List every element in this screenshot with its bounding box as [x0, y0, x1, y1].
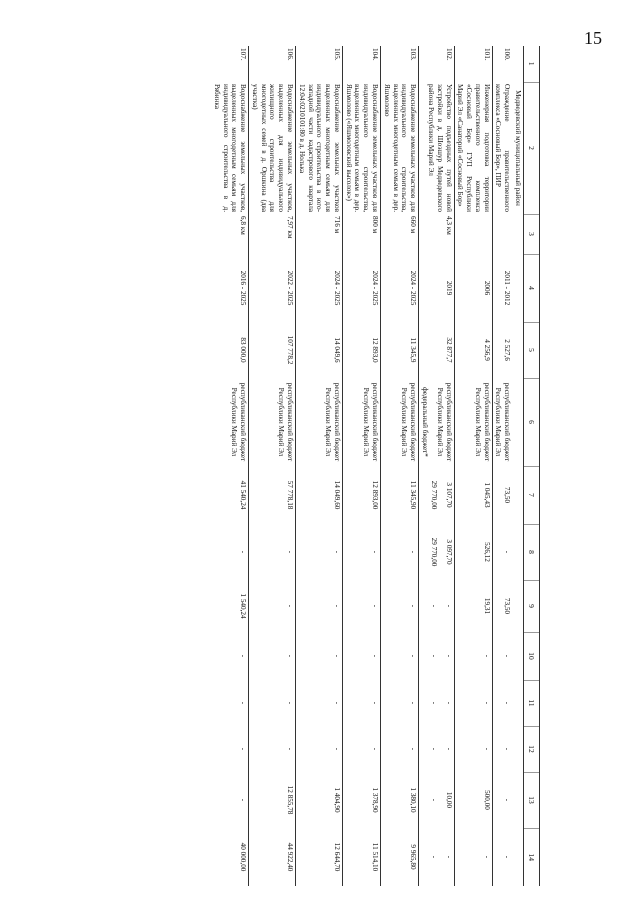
estimated-cost: 4 256,9 [454, 322, 492, 378]
period: 2016 - 2025 [239, 270, 248, 306]
header-row [524, 46, 540, 886]
value: 3 097,70 [444, 539, 453, 565]
value-cell: 73,50 [492, 580, 512, 632]
page-number: 15 [584, 28, 602, 48]
rotated-table-sheet [110, 46, 540, 886]
value-cell: 526,12 [454, 524, 492, 580]
value-cell: - [239, 701, 248, 705]
value-cell: 1 540,24 [239, 593, 248, 619]
period: 2024 - 2025 [342, 254, 380, 322]
total-value-cell [419, 466, 454, 524]
table-row [211, 46, 249, 886]
funding-source-federal: федеральный бюджет* [420, 387, 429, 457]
period: 2022 - 2025 [249, 254, 296, 322]
value-cell: - [249, 680, 296, 726]
value-cell: 12 644,70 [296, 828, 343, 886]
value-cell: - [249, 524, 296, 580]
col-header: 10 [524, 632, 540, 680]
col-header: 13 [524, 772, 540, 828]
row-number: 104. [342, 46, 380, 82]
value-cell: 1 380,10 [381, 772, 419, 828]
value-federal: - [429, 798, 438, 802]
value-cell: - [381, 632, 419, 680]
value-cell: - [492, 680, 512, 726]
value-cell: - [381, 580, 419, 632]
value-cell: - [492, 726, 512, 772]
value-cell: - [492, 524, 512, 580]
value-cell [419, 726, 454, 772]
value-cell: - [381, 680, 419, 726]
funding-source: республиканский бюджет Республики Марий Эл [249, 378, 296, 466]
col-header: 1 [524, 46, 540, 82]
total-value-federal: 29 770,00 [429, 480, 438, 510]
capacity: 800 м [342, 214, 380, 254]
value-federal: - [429, 747, 438, 751]
value-cell: 1 404,90 [296, 772, 343, 828]
col-header: 8 [524, 524, 540, 580]
funding-source: республиканский бюджет Республики Марий Эл [454, 378, 492, 466]
period: 2011 - 2012 [492, 254, 512, 322]
funding-source: республиканский бюджет Республики Марий Эл [492, 378, 512, 466]
col-header: 11 [524, 680, 540, 726]
row-number: 102. [419, 46, 454, 82]
value-cell: 44 922,40 [249, 828, 296, 886]
value: - [444, 747, 453, 751]
estimated-cost: 107 778,2 [249, 322, 296, 378]
object-name: Ограждение правительственного комплекса «Сосновый Бор», ПИР [492, 82, 512, 214]
row-number: 106. [249, 46, 296, 82]
period: 2024 - 2025 [381, 254, 419, 322]
value-cell: - [342, 680, 380, 726]
value-cell: - [492, 828, 512, 886]
table-row [296, 46, 343, 886]
value-cell: - [454, 726, 492, 772]
table-row [492, 46, 512, 886]
table-row [381, 46, 419, 886]
capacity: 7,97 км [249, 214, 296, 254]
estimated-cost: 2 527,6 [492, 322, 512, 378]
value-cell: 1 378,90 [342, 772, 380, 828]
total-value: 14 049,60 [296, 466, 343, 524]
value-cell: 9 965,80 [381, 828, 419, 886]
value-cell: - [249, 726, 296, 772]
col-header: 14 [524, 828, 540, 886]
value-cell: - [239, 798, 248, 802]
col-header: 2 [524, 82, 540, 214]
funding-source: республиканский бюджет Республики Марий Эл [381, 378, 419, 466]
value-cell: - [296, 524, 343, 580]
total-value: 1 045,43 [454, 466, 492, 524]
total-value: 12 893,00 [342, 466, 380, 524]
value-federal: - [429, 654, 438, 658]
funding-source: республиканский бюджет Республики Марий Эл [435, 382, 453, 462]
value-cell [419, 828, 454, 886]
col-header: 6 [524, 378, 540, 466]
value-federal: - [429, 701, 438, 705]
value-cell: - [249, 580, 296, 632]
value-cell: 500,00 [454, 772, 492, 828]
col-header: 9 [524, 580, 540, 632]
object-name: Устройство подъездных путей новой застройки в д. Шоэшур Медведевского района Республики Марий Эл [419, 82, 454, 214]
value-cell [419, 772, 454, 828]
table-row [419, 46, 454, 886]
value-cell: - [492, 772, 512, 828]
value-cell: - [381, 726, 419, 772]
value-federal: - [429, 604, 438, 608]
value-cell: - [454, 632, 492, 680]
total-value: 3 107,70 [444, 482, 453, 508]
value-cell: - [342, 580, 380, 632]
value-cell: - [492, 632, 512, 680]
value-cell: - [239, 747, 248, 751]
funding-source: республиканский бюджет Республики Марий Эл [296, 378, 343, 466]
capacity: 660 м [381, 214, 419, 254]
value-cell: - [342, 632, 380, 680]
col-header: 4 [524, 254, 540, 322]
total-value: 11 345,90 [381, 466, 419, 524]
value-cell: - [381, 524, 419, 580]
object-name: Инженерная подготовка территории правительственного комплекса «Сосновый Бор» ГУП Республики Марий Эл «Санаторий «Сосновый Бор» [454, 82, 492, 214]
value-cell: 12 855,78 [249, 772, 296, 828]
table-row [342, 46, 380, 886]
value-cell [419, 680, 454, 726]
total-value: 57 778,18 [249, 466, 296, 524]
period: 2019 [419, 254, 454, 322]
row-number: 101. [454, 46, 492, 82]
value-cell [419, 632, 454, 680]
value-federal: 29 770,00 [429, 537, 438, 567]
value-cell: - [454, 828, 492, 886]
section-title: Медведевский муниципальный район [514, 90, 522, 206]
col-header: 7 [524, 466, 540, 524]
value-cell: 19,31 [454, 580, 492, 632]
estimated-cost: 32 877,7 [419, 322, 454, 378]
value-cell: - [296, 726, 343, 772]
value-cell: - [239, 550, 248, 554]
value-cell [419, 524, 454, 580]
row-number: 103. [381, 46, 419, 82]
capacity: 6,8 км [239, 216, 248, 235]
program-table [211, 46, 540, 886]
table-row [454, 46, 492, 886]
col-header: 12 [524, 726, 540, 772]
capacity [454, 214, 492, 254]
value-cell: - [342, 726, 380, 772]
value-cell: - [296, 680, 343, 726]
row-number: 105. [296, 46, 343, 82]
row-number: 107. [239, 48, 248, 61]
period: 2024 - 2025 [296, 254, 343, 322]
period: 2006 [454, 254, 492, 322]
estimated-cost: 14 049,6 [296, 322, 343, 378]
section-row [512, 46, 523, 886]
value: 10,00 [444, 791, 453, 809]
value-cell: - [239, 654, 248, 658]
total-value: 73,50 [492, 466, 512, 524]
funding-source: республиканский бюджет Республики Марий Эл [342, 378, 380, 466]
value-cell: - [454, 680, 492, 726]
object-name: Водоснабжение земельных участков, выделенных многодетным семьям для индивидуального строительства в д. Рябинка [212, 84, 248, 212]
value-cell: - [249, 632, 296, 680]
value-cell [419, 580, 454, 632]
table-row [249, 46, 296, 886]
capacity [492, 214, 512, 254]
estimated-cost: 12 893,0 [342, 322, 380, 378]
value-cell: 11 514,10 [342, 828, 380, 886]
object-name: Водоснабжение земельных участков выделенных многодетным семьям для индивидуального строительства в юго-западной части кадастрового квартала 12:04:0210101:80 в д. Нолька [296, 82, 343, 214]
capacity: 4,3 км [419, 214, 454, 254]
col-header: 3 [524, 214, 540, 254]
estimated-cost: 83 000,0 [239, 337, 248, 363]
value: - [444, 701, 453, 705]
estimated-cost: 11 345,9 [381, 322, 419, 378]
value: - [444, 604, 453, 608]
object-name: Водоснабжение земельных участков для индивидуального строительства, выделенных многодетным семьям в дер. Яшмолово («Яшмоловский высолок») [342, 82, 380, 214]
value: - [444, 855, 453, 859]
value-cell: - [296, 580, 343, 632]
funding-source: республиканский бюджет Республики Марий Эл [230, 382, 248, 462]
funding-source-cell [419, 378, 454, 466]
capacity: 716 м [296, 214, 343, 254]
value-cell: - [296, 632, 343, 680]
value-federal: - [429, 855, 438, 859]
row-number: 100. [492, 46, 512, 82]
value-cell: 40 000,00 [239, 842, 248, 872]
col-header: 5 [524, 322, 540, 378]
value: - [444, 654, 453, 658]
total-value: 41 540,24 [239, 480, 248, 510]
value-cell: - [342, 524, 380, 580]
object-name: Водоснабжение земельных участков для индивидуального строительства, выделенных многодетным семьям в дер. Яшмолово [381, 82, 419, 214]
object-name: Водоснабжение земельных участков, выделенных для индивидуального жилищного строительства для многодетных семей в д. Оршкина (два участка) [249, 82, 296, 214]
